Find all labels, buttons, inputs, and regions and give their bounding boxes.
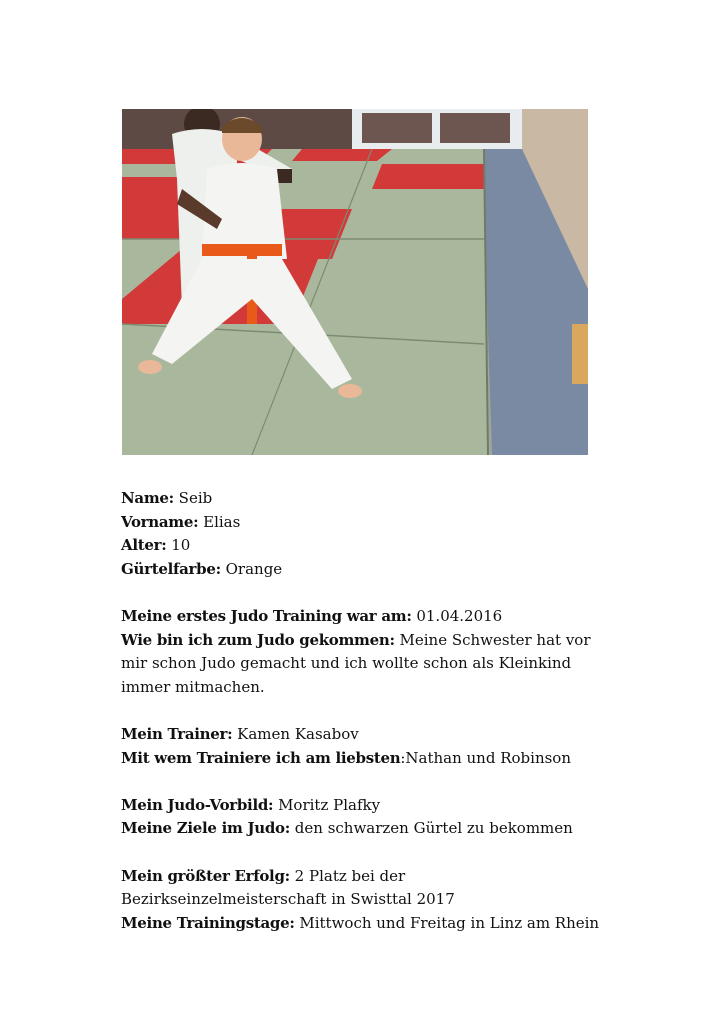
name-label: Name: — [121, 489, 174, 507]
belt-row — [121, 558, 681, 582]
trainer-value: Kamen Kasabov — [237, 724, 359, 743]
belt-label: Gürtelfarbe: — [121, 559, 221, 578]
spacer — [121, 841, 681, 865]
name-row — [121, 487, 681, 511]
spacer — [121, 770, 681, 794]
days-value: Mittwoch und Freitag in Linz am Rhein — [299, 913, 600, 932]
goals-label: Meine Ziele im Judo: — [121, 819, 290, 838]
spacer — [121, 581, 681, 605]
partners-value: :Nathan und Robinson — [400, 748, 571, 767]
belt-value: Orange — [225, 559, 283, 578]
idol-value: Moritz Plafky — [278, 795, 381, 814]
idol-label: Mein Judo-Vorbild: — [121, 795, 274, 814]
trainer-row — [121, 723, 681, 747]
goals-row — [121, 817, 681, 841]
first-training-row — [121, 605, 681, 629]
partners-label: Mit wem Trainiere ich am liebsten — [121, 748, 401, 767]
age-label: Alter: — [121, 536, 167, 555]
age-row — [121, 534, 681, 558]
first-training-label: Meine erstes Judo Training war am: — [121, 606, 412, 625]
name-value: Seib — [178, 489, 213, 507]
first-name-label: Vorname: — [121, 512, 199, 531]
trainer-label: Mein Trainer: — [121, 724, 233, 743]
first-name-value: Elias — [203, 512, 241, 531]
success-value: 2 Platz bei der Bezirkseinzelmeisterschaft in Swisttal 2017 — [121, 866, 455, 909]
first-name-row — [121, 511, 681, 535]
age-value: 10 — [171, 536, 191, 555]
success-row — [121, 865, 561, 912]
how-label: Wie bin ich zum Judo gekommen: — [121, 630, 395, 649]
days-label: Meine Trainingstage: — [121, 913, 295, 932]
success-label: Mein größter Erfolg: — [121, 866, 290, 885]
goals-value: den schwarzen Gürtel zu bekommen — [294, 819, 573, 838]
how-value: Meine Schwester hat vor mir schon Judo gemacht und ich wollte schon als Kleinkind immer mitmachen. — [121, 630, 591, 696]
profile-sheet — [121, 487, 681, 935]
spacer — [121, 699, 681, 723]
first-training-value: 01.04.2016 — [416, 606, 503, 625]
how-row — [121, 629, 591, 700]
partners-row — [121, 747, 681, 771]
judo-photo — [122, 109, 588, 455]
idol-row — [121, 794, 681, 818]
days-row — [121, 912, 681, 936]
